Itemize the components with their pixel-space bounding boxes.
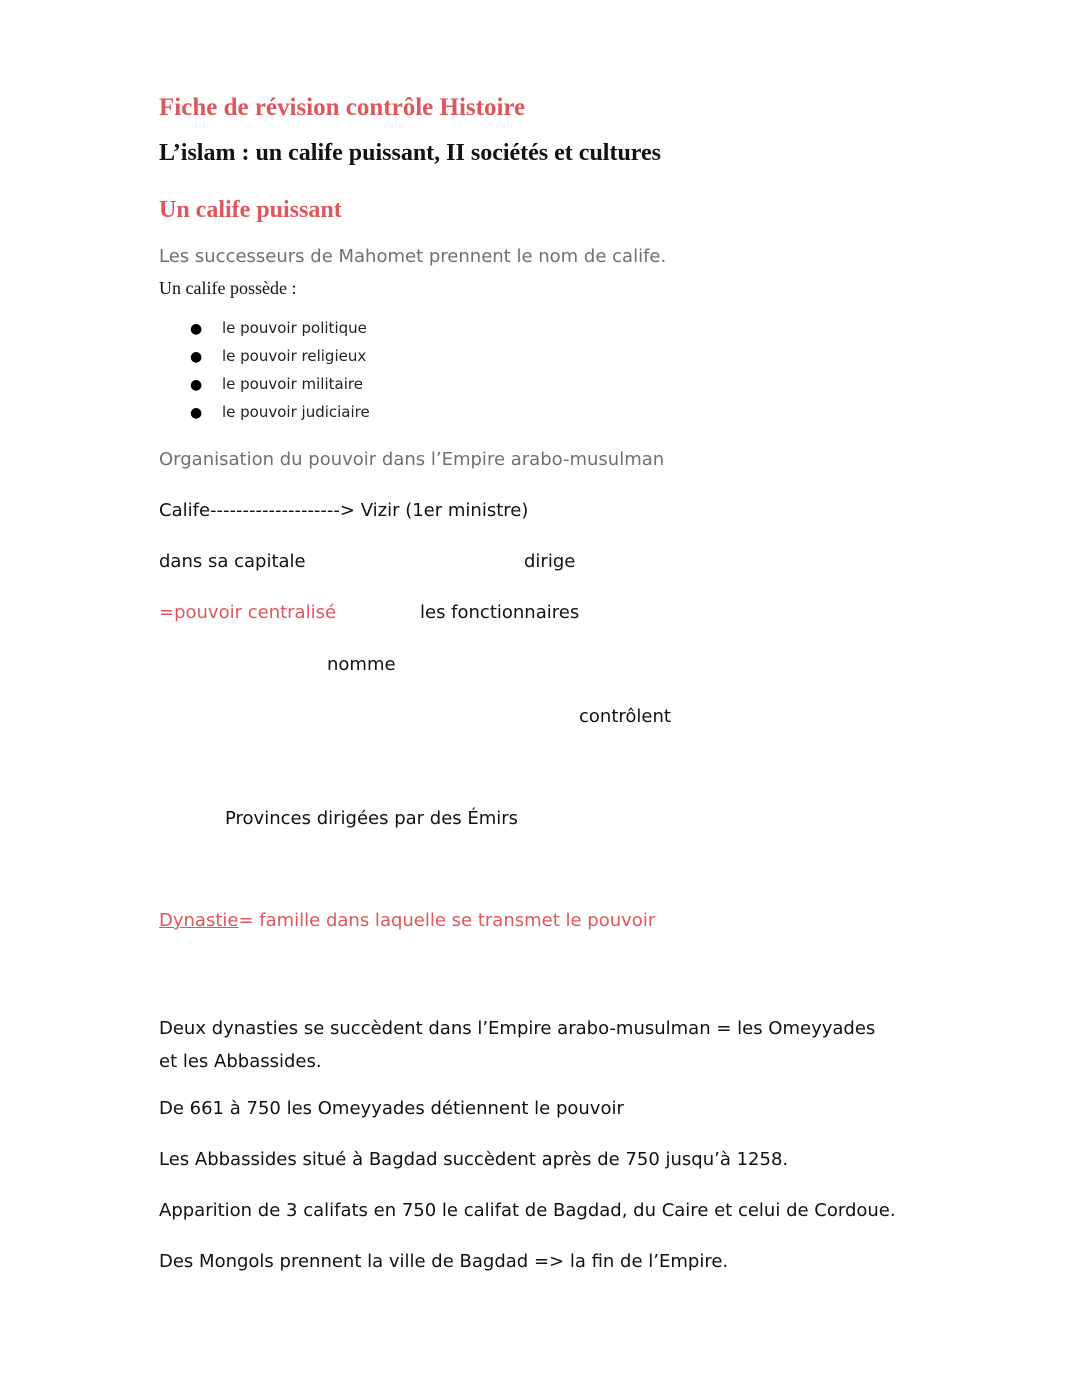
list-item <box>190 345 370 373</box>
abbassides-line: Les Abbassides situé à Bagdad succèdent après de 750 jusqu’à 1258. <box>159 1149 789 1170</box>
diagram-provinces: Provinces dirigées par des Émirs <box>225 808 519 829</box>
document-subtitle: L’islam : un calife puissant, II sociétés et cultures <box>159 140 662 166</box>
list-item-label: le pouvoir politique <box>222 319 367 337</box>
calife-possede-line: Un calife possède : <box>159 278 297 298</box>
mongols-line: Des Mongols prennent la ville de Bagdad => la fin de l’Empire. <box>159 1251 729 1272</box>
dynasties-paragraph: Deux dynasties se succèdent dans l’Empire arabo-musulman = les Omeyyades et les Abbassides. <box>159 1018 876 1072</box>
list-item <box>190 401 370 429</box>
bullet-icon: ● <box>190 349 203 365</box>
diagram-calife-vizir: Calife--------------------> Vizir (1er ministre) <box>159 500 529 521</box>
diagram-fonctionnaires: les fonctionnaires <box>420 602 580 623</box>
diagram-capitale: dans sa capitale <box>159 551 306 572</box>
califats-line: Apparition de 3 califats en 750 le califat de Bagdad, du Caire et celui de Cordoue. <box>159 1200 896 1221</box>
definition-text: = famille dans laquelle se transmet le pouvoir <box>238 910 656 931</box>
bullet-icon: ● <box>190 377 203 393</box>
diagram-dirige: dirige <box>524 551 576 572</box>
organisation-heading: Organisation du pouvoir dans l’Empire arabo-musulman <box>159 449 665 470</box>
diagram-nomme: nomme <box>327 654 396 675</box>
diagram-pouvoir-centralise: =pouvoir centralisé <box>159 602 337 623</box>
dynastie-definition <box>159 910 655 931</box>
list-item <box>190 317 370 345</box>
bullet-icon: ● <box>190 405 203 421</box>
list-item-label: le pouvoir religieux <box>222 347 367 365</box>
omeyyades-line: De 661 à 750 les Omeyyades détiennent le pouvoir <box>159 1098 624 1119</box>
list-item-label: le pouvoir militaire <box>222 375 363 393</box>
bullet-icon: ● <box>190 321 203 337</box>
definition-term: Dynastie <box>159 910 239 931</box>
document-title: Fiche de révision contrôle Histoire <box>159 94 526 121</box>
list-item-label: le pouvoir judiciaire <box>222 403 370 421</box>
section-heading: Un calife puissant <box>159 197 342 223</box>
list-item <box>190 373 370 401</box>
powers-list <box>190 317 370 429</box>
intro-sentence: Les successeurs de Mahomet prennent le nom de calife. <box>159 246 667 267</box>
diagram-controlent: contrôlent <box>579 706 671 727</box>
